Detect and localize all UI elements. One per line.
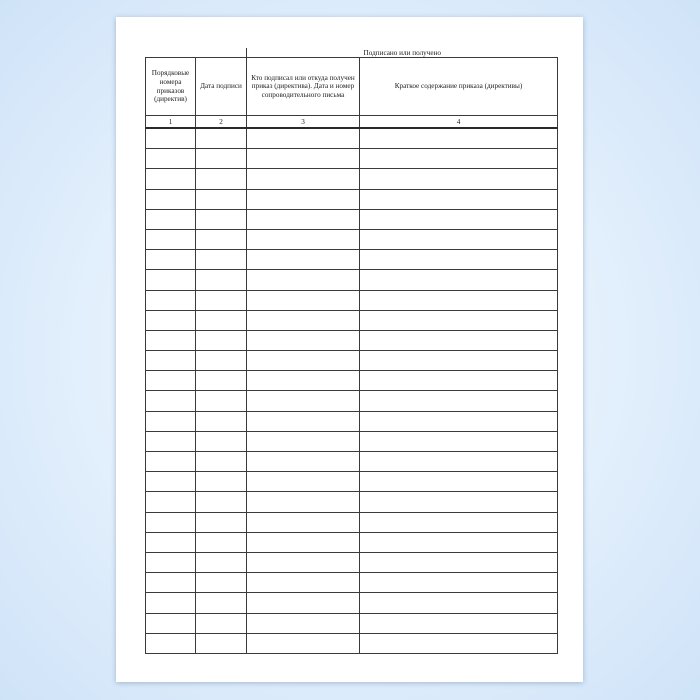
table-cell [146,573,196,593]
table-cell [196,573,247,593]
table-cell [146,229,196,249]
table-row [146,573,558,593]
table-cell [247,250,360,270]
table-cell [247,633,360,653]
table-cell [360,169,558,189]
table-cell [360,452,558,472]
table-cell [146,330,196,350]
table-row [146,472,558,492]
header-spacer [146,48,196,58]
table-cell [360,472,558,492]
journal-page [116,17,583,682]
column-number-4: 4 [360,116,558,129]
table-row [146,452,558,472]
table-cell [247,229,360,249]
table-row [146,270,558,290]
column-number-3: 3 [247,116,360,129]
table-cell [247,189,360,209]
table-cell [247,593,360,613]
table-cell [360,310,558,330]
table-cell [360,149,558,169]
table-cell [196,290,247,310]
table-cell [196,613,247,633]
order-register-table [145,48,558,654]
table-row [146,209,558,229]
group-header-signed-received: Подписано или получено [247,48,558,58]
table-cell [360,552,558,572]
table-cell [247,613,360,633]
table-cell [247,472,360,492]
table-cell [196,431,247,451]
table-cell [360,371,558,391]
table-cell [146,593,196,613]
column-header-signed-by: Кто подписал или откуда получен приказ (директива). Дата и номер сопроводительного письма [247,58,360,116]
table-cell [247,371,360,391]
table-cell [360,128,558,149]
table-cell [360,593,558,613]
table-cell [196,633,247,653]
table-cell [196,189,247,209]
table-cell [196,512,247,532]
table-cell [196,472,247,492]
table-row [146,290,558,310]
column-header-signing-date: Дата подписи [196,58,247,116]
table-cell [247,128,360,149]
table-cell [146,472,196,492]
table-cell [146,633,196,653]
table-cell [146,552,196,572]
table-row [146,411,558,431]
table-cell [196,552,247,572]
table-cell [360,411,558,431]
table-row [146,512,558,532]
table-cell [146,452,196,472]
table-row [146,532,558,552]
table-row [146,250,558,270]
table-cell [247,431,360,451]
table-cell [247,573,360,593]
table-row [146,593,558,613]
table-cell [146,512,196,532]
table-cell [247,452,360,472]
table-cell [360,189,558,209]
table-cell [146,270,196,290]
table-cell [196,229,247,249]
table-cell [247,512,360,532]
table-row [146,310,558,330]
table-cell [247,310,360,330]
table-cell [196,371,247,391]
table-row [146,149,558,169]
table-cell [360,209,558,229]
table-cell [247,290,360,310]
table-cell [196,209,247,229]
table-row [146,391,558,411]
table-row [146,128,558,149]
column-number-2: 2 [196,116,247,129]
table-cell [196,492,247,512]
table-cell [196,310,247,330]
table-cell [360,492,558,512]
column-header-summary: Краткое содержание приказа (директивы) [360,58,558,116]
table-cell [146,169,196,189]
table-cell [146,250,196,270]
table-cell [196,330,247,350]
table-cell [360,613,558,633]
table-cell [360,351,558,371]
table-cell [146,411,196,431]
table-row [146,169,558,189]
table-cell [360,573,558,593]
table-row [146,351,558,371]
table-cell [247,391,360,411]
table-cell [196,351,247,371]
table-cell [196,452,247,472]
table-cell [247,270,360,290]
table-cell [196,532,247,552]
table-row [146,330,558,350]
table-cell [247,552,360,572]
header-spacer [196,48,247,58]
table-cell [360,229,558,249]
table-cell [360,250,558,270]
table-cell [146,371,196,391]
table-cell [196,169,247,189]
table-cell [247,532,360,552]
column-header-order-numbers: Порядковые номера приказов (директив) [146,58,196,116]
table-cell [146,189,196,209]
table-cell [146,391,196,411]
table-row [146,189,558,209]
table-cell [196,391,247,411]
table-cell [146,128,196,149]
table-row [146,492,558,512]
table-cell [247,351,360,371]
table-row [146,633,558,653]
table-cell [196,250,247,270]
table-cell [146,310,196,330]
table-cell [146,351,196,371]
table-cell [196,593,247,613]
table-cell [247,492,360,512]
table-row [146,371,558,391]
table-cell [146,149,196,169]
table-cell [196,128,247,149]
table-cell [360,330,558,350]
table-cell [196,411,247,431]
table-cell [360,512,558,532]
table-cell [146,431,196,451]
table-cell [360,391,558,411]
table-row [146,431,558,451]
table-row [146,229,558,249]
table-cell [196,149,247,169]
table-cell [360,431,558,451]
table-cell [146,492,196,512]
table-cell [360,290,558,310]
table-row [146,613,558,633]
table-cell [247,411,360,431]
table-cell [360,270,558,290]
table-cell [146,613,196,633]
table-cell [247,209,360,229]
table-cell [146,290,196,310]
table-cell [360,532,558,552]
table-cell [196,270,247,290]
table-row [146,552,558,572]
table-cell [146,209,196,229]
column-number-1: 1 [146,116,196,129]
table-cell [146,532,196,552]
table-cell [247,149,360,169]
table-cell [247,169,360,189]
table-cell [247,330,360,350]
table-cell [360,633,558,653]
